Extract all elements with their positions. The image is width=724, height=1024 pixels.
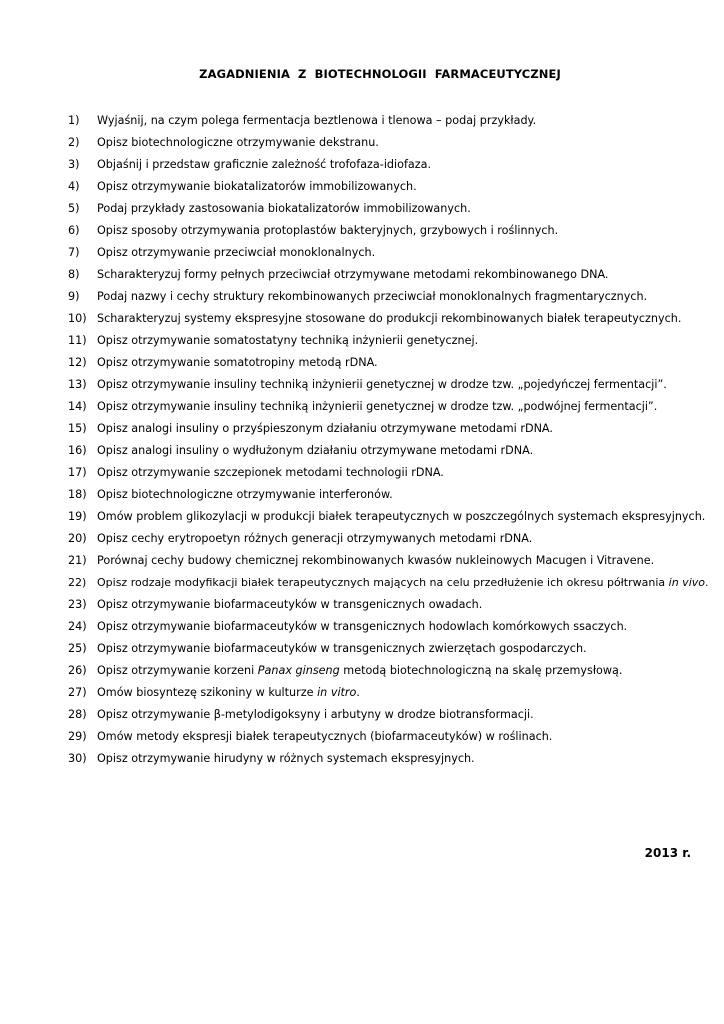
item-text-segment: . [356,686,360,699]
item-text-segment: Opisz analogi insuliny o przyśpieszonym działaniu otrzymywane metodami rDNA. [97,422,553,435]
list-item [68,375,708,397]
item-number: 14) [68,400,87,413]
item-number: 19) [68,510,87,523]
item-text [97,730,552,743]
list-item [68,221,708,243]
item-text-segment: Scharakteryzuj formy pełnych przeciwciał otrzymywane metodami rekombinowanego DNA. [97,268,609,281]
item-number: 21) [68,554,87,567]
item-text-segment: Opisz otrzymywanie insuliny techniką inżynierii genetycznej w drodze tzw. „pojedyńczej fermentacji”. [97,378,667,391]
item-number: 30) [68,752,87,765]
item-number: 20) [68,532,87,545]
item-text-segment: Opisz otrzymywanie somatostatyny techniką inżynierii genetycznej. [97,334,479,347]
item-number: 29) [68,730,87,743]
item-number: 27) [68,686,87,699]
item-text-segment: Scharakteryzuj systemy ekspresyjne stosowane do produkcji rekombinowanych białek terapeutycznych. [97,312,682,325]
item-text-segment: Opisz otrzymywanie biofarmaceutyków w transgenicznych zwierzętach gospodarczych. [97,642,587,655]
item-text [97,642,587,655]
item-text [97,246,375,259]
item-text [97,620,627,633]
list-item [68,683,708,705]
list-item [68,573,708,595]
item-text [97,378,667,391]
list-item [68,265,708,287]
item-number: 18) [68,488,87,501]
item-text-segment: Opisz otrzymywanie β-metylodigoksyny i arbutyny w drodze biotransformacji. [97,708,534,721]
item-text [97,664,622,677]
list-item [68,177,708,199]
list-item [68,463,708,485]
item-text-segment: Opisz otrzymywanie szczepionek metodami technologii rDNA. [97,466,444,479]
item-text-segment: Opisz otrzymywanie biokatalizatorów immobilizowanych. [97,180,417,193]
item-text [97,686,360,699]
item-text-segment: Opisz sposoby otrzymywania protoplastów bakteryjnych, grzybowych i roślinnych. [97,224,559,237]
list-item [68,705,708,727]
document-year: 2013 r. [644,846,691,860]
item-text-segment: Opisz otrzymywanie korzeni [97,664,258,677]
item-text [97,598,482,611]
item-number: 9) [68,290,80,303]
item-text-segment: Podaj przykłady zastosowania biokatalizatorów immobilizowanych. [97,202,471,215]
list-item [68,507,708,529]
item-text-italic: Panax ginseng [257,664,340,677]
list-item [68,111,708,133]
item-text [97,312,681,325]
item-number: 16) [68,444,87,457]
item-text-segment: Opisz otrzymywanie somatotropiny metodą rDNA. [97,356,378,369]
item-text [97,158,431,171]
item-number: 28) [68,708,87,721]
item-number: 3) [68,158,80,171]
item-text-segment: . [705,576,709,589]
item-text-segment: Omów problem glikozylacji w produkcji białek terapeutycznych w poszczególnych systemach ekspresyjnych. [97,510,706,523]
item-text-segment: Opisz otrzymywanie hirudyny w różnych systemach ekspresyjnych. [97,752,475,765]
item-text [97,202,471,215]
item-number: 4) [68,180,80,193]
list-item [68,529,708,551]
list-item [68,749,708,771]
item-text [97,422,553,435]
list-item [68,199,708,221]
item-number: 5) [68,202,80,215]
list-item [68,661,708,683]
list-item [68,441,708,463]
item-text [97,356,378,369]
item-text-segment: Opisz otrzymywanie przeciwciał monoklonalnych. [97,246,376,259]
item-number: 8) [68,268,80,281]
item-text [97,334,478,347]
item-text [97,224,558,237]
item-number: 12) [68,356,87,369]
list-item [68,617,708,639]
item-text-segment: Opisz analogi insuliny o wydłużonym działaniu otrzymywane metodami rDNA. [97,444,534,457]
item-number: 11) [68,334,87,347]
list-item [68,287,708,309]
item-text [97,400,657,413]
item-text-segment: Wyjaśnij, na czym polega fermentacja beztlenowa i tlenowa – podaj przykłady. [97,114,537,127]
item-text [97,136,379,149]
item-text [97,510,705,523]
list-item [68,309,708,331]
item-text-segment: Omów biosyntezę szikoniny w kulturze [97,686,318,699]
item-number: 25) [68,642,87,655]
item-text-segment: Objaśnij i przedstaw graficznie zależność trofofaza-idiofaza. [97,158,432,171]
list-item [68,419,708,441]
item-text-italic: in vitro [317,686,357,699]
list-item [68,397,708,419]
list-item [68,353,708,375]
item-number: 15) [68,422,87,435]
item-text [97,708,534,721]
item-text-italic: in vivo [668,576,705,589]
item-text [97,290,647,303]
item-text-segment: Opisz otrzymywanie biofarmaceutyków w transgenicznych hodowlach komórkowych ssaczych. [97,620,628,633]
list-item [68,485,708,507]
item-text-segment: Opisz cechy erytropoetyn różnych generacji otrzymywanych metodami rDNA. [97,532,533,545]
item-text-segment: Opisz rodzaje modyfikacji białek terapeutycznych mających na celu przedłużenie ich okresu półtrwania [97,576,669,589]
list-item [68,243,708,265]
item-text [97,752,475,765]
item-number: 17) [68,466,87,479]
item-text [97,488,393,501]
list-item [68,155,708,177]
item-number: 2) [68,136,80,149]
list-item [68,639,708,661]
item-text [97,180,417,193]
item-text [97,532,532,545]
question-list [68,111,708,771]
item-text [97,466,444,479]
item-text [97,114,536,127]
item-text [97,576,709,589]
item-number: 24) [68,620,87,633]
item-number: 7) [68,246,80,259]
item-text [97,268,609,281]
item-text-segment: metodą biotechnologiczną na skalę przemysłową. [339,664,623,677]
item-text-segment: Porównaj cechy budowy chemicznej rekombinowanych kwasów nukleinowych Macugen i Vitravene. [97,554,655,567]
item-text [97,444,533,457]
item-text-segment: Opisz otrzymywanie biofarmaceutyków w transgenicznych owadach. [97,598,483,611]
list-item [68,551,708,573]
item-number: 6) [68,224,80,237]
item-number: 10) [68,312,87,325]
item-number: 23) [68,598,87,611]
item-text-segment: Opisz otrzymywanie insuliny techniką inżynierii genetycznej w drodze tzw. „podwójnej fermentacji”. [97,400,658,413]
item-text-segment: Opisz biotechnologiczne otrzymywanie dekstranu. [97,136,379,149]
list-item [68,595,708,617]
list-item [68,727,708,749]
item-number: 13) [68,378,87,391]
list-item [68,133,708,155]
item-number: 22) [68,576,87,589]
item-number: 26) [68,664,87,677]
list-item [68,331,708,353]
document-title: ZAGADNIENIA Z BIOTECHNOLOGII FARMACEUTYCZNEJ [199,67,561,81]
item-text-segment: Podaj nazwy i cechy struktury rekombinowanych przeciwciał monoklonalnych fragmentarycznych. [97,290,648,303]
item-number: 1) [68,114,80,127]
item-text-segment: Omów metody ekspresji białek terapeutycznych (biofarmaceutyków) w roślinach. [97,730,553,743]
item-text-segment: Opisz biotechnologiczne otrzymywanie interferonów. [97,488,393,501]
item-text [97,554,654,567]
